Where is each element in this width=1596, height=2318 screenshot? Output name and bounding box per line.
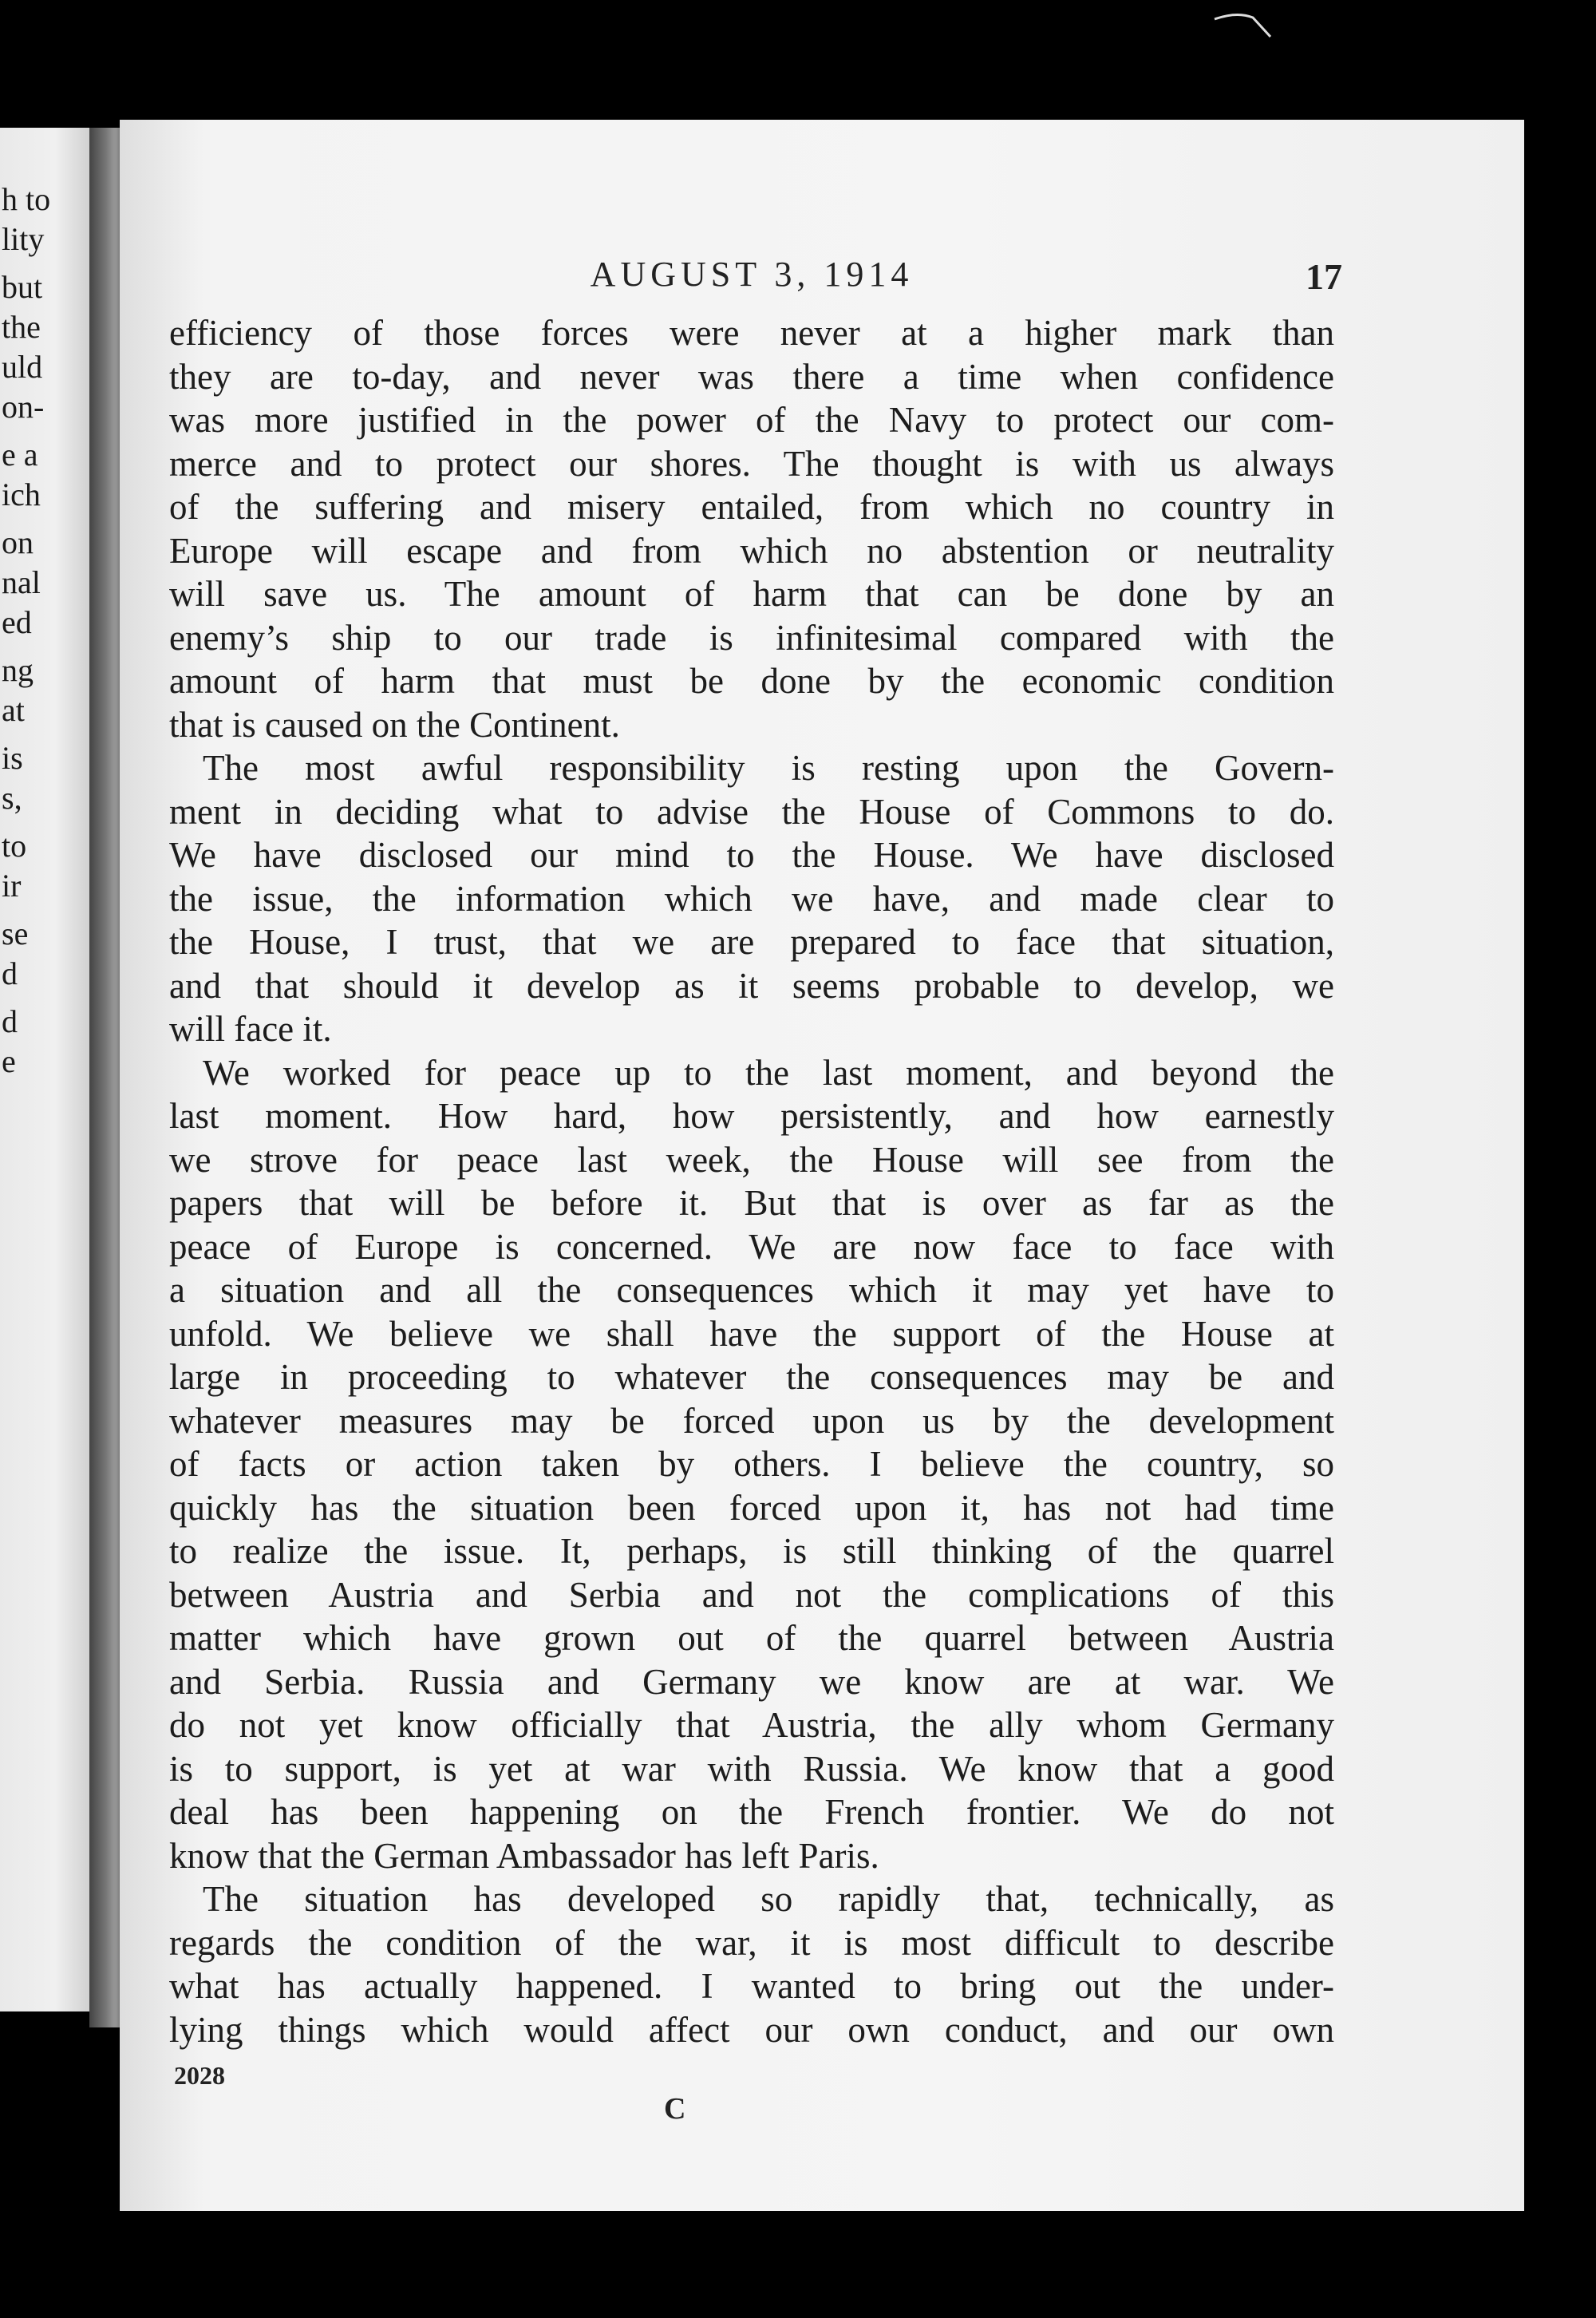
text-line: lying things which would affect our own conduct, and our own — [169, 2009, 1334, 2050]
previous-page-text-fragment: on — [2, 524, 34, 560]
text-line: will face it. — [169, 1009, 332, 1049]
previous-page-text-fragment: on- — [2, 389, 45, 425]
previous-page-text-fragment: ir — [2, 868, 22, 904]
previous-page-text-fragment: uld — [2, 349, 43, 385]
previous-page-text-fragment: lity — [2, 221, 45, 257]
text-line: deal has been happening on the French frontier. We do not — [169, 1792, 1334, 1832]
text-line: ment in deciding what to advise the House of Commons to do. — [169, 791, 1334, 832]
text-line: of facts or action taken by others. I believe the country, so — [169, 1444, 1334, 1484]
text-line: know that the German Ambassador has left Paris. — [169, 1835, 879, 1876]
signature-number: 2028 — [174, 2061, 225, 2090]
text-line: papers that will be before it. But that is over as far as the — [169, 1183, 1334, 1223]
text-line: between Austria and Serbia and not the complications of this — [169, 1574, 1334, 1615]
previous-page-text-fragment: s, — [2, 780, 22, 816]
page-header — [169, 254, 1342, 302]
previous-page-fragment — [0, 128, 92, 2011]
text-line: peace of Europe is concerned. We are now face to face with — [169, 1226, 1334, 1267]
text-line: and Serbia. Russia and Germany we know are at war. We — [169, 1661, 1334, 1702]
text-line: last moment. How hard, how persistently, and how earnestly — [169, 1096, 1334, 1136]
previous-page-text-fragment: nal — [2, 564, 41, 600]
text-line: quickly has the situation been forced upon it, has not had time — [169, 1487, 1334, 1528]
text-line: We have disclosed our mind to the House. We have disclosed — [169, 835, 1334, 875]
previous-page-text-fragment: ich — [2, 477, 41, 512]
text-line: whatever measures may be forced upon us by the development — [169, 1400, 1334, 1441]
text-line: and that should it develop as it seems probable to develop, we — [169, 965, 1334, 1006]
page-number: 17 — [1306, 256, 1342, 297]
book-page — [120, 120, 1524, 2211]
previous-page-text-fragment: ed — [2, 604, 32, 640]
previous-page-text-fragment: se — [2, 916, 29, 951]
text-line: they are to-day, and never was there a time when confidence — [169, 356, 1334, 397]
previous-page-text-fragment: the — [2, 309, 41, 345]
running-title: AUGUST 3, 1914 — [590, 255, 914, 294]
text-line: to realize the issue. It, perhaps, is still thinking of the quarrel — [169, 1531, 1334, 1571]
text-line: do not yet know officially that Austria, the ally whom Germany — [169, 1705, 1334, 1745]
text-line: Europe will escape and from which no abstention or neutrality — [169, 530, 1334, 571]
text-line: merce and to protect our shores. The thought is with us always — [169, 443, 1334, 484]
text-line: will save us. The amount of harm that can be done by an — [169, 574, 1334, 614]
previous-page-text-fragment: at — [2, 692, 25, 728]
text-line: enemy’s ship to our trade is infinitesimal compared with the — [169, 617, 1334, 658]
previous-page-text-fragment: e — [2, 1043, 16, 1079]
previous-page-text-fragment: but — [2, 269, 43, 305]
text-line: the House, I trust, that we are prepared to face that situation, — [169, 922, 1334, 962]
text-line: a situation and all the consequences which it may yet have to — [169, 1270, 1334, 1310]
text-line: was more justified in the power of the Navy to protect our com- — [169, 400, 1334, 440]
signature-mark: C — [664, 2092, 686, 2126]
text-line: what has actually happened. I wanted to bring out the under- — [169, 1966, 1334, 2006]
text-line: we strove for peace last week, the House will see from the — [169, 1139, 1334, 1180]
text-line: of the suffering and misery entailed, from which no country in — [169, 487, 1334, 527]
text-line: is to support, is yet at war with Russia. We know that a good — [169, 1748, 1334, 1789]
scan-background-edge — [1516, 96, 1596, 2235]
text-line: regards the condition of the war, it is most difficult to describe — [169, 1922, 1334, 1963]
previous-page-text-fragment: d — [2, 955, 18, 991]
text-line: unfold. We believe we shall have the support of the House at — [169, 1313, 1334, 1354]
text-line: large in proceeding to whatever the consequences may be and — [169, 1357, 1334, 1397]
previous-page-text-fragment: is — [2, 740, 23, 776]
text-line: efficiency of those forces were never at a higher mark than — [169, 313, 1334, 353]
text-line: that is caused on the Continent. — [169, 704, 620, 745]
text-line: the issue, the information which we have, and made clear to — [169, 878, 1334, 919]
body-text — [169, 311, 1334, 2051]
previous-page-text-fragment: d — [2, 1003, 18, 1039]
text-line: matter which have grown out of the quarrel between Austria — [169, 1618, 1334, 1658]
scan-artifact-mark — [1213, 10, 1277, 42]
previous-page-text-fragment: h to — [2, 181, 51, 217]
text-line: The most awful responsibility is resting upon the Govern- — [203, 748, 1334, 788]
previous-page-text-fragment: ng — [2, 652, 34, 688]
previous-page-text-fragment: e a — [2, 437, 38, 473]
text-line: amount of harm that must be done by the economic condition — [169, 661, 1334, 701]
text-line: We worked for peace up to the last moment, and beyond the — [203, 1052, 1334, 1093]
previous-page-text-fragment: to — [2, 828, 27, 864]
text-line: The situation has developed so rapidly that, technically, as — [203, 1879, 1334, 1919]
